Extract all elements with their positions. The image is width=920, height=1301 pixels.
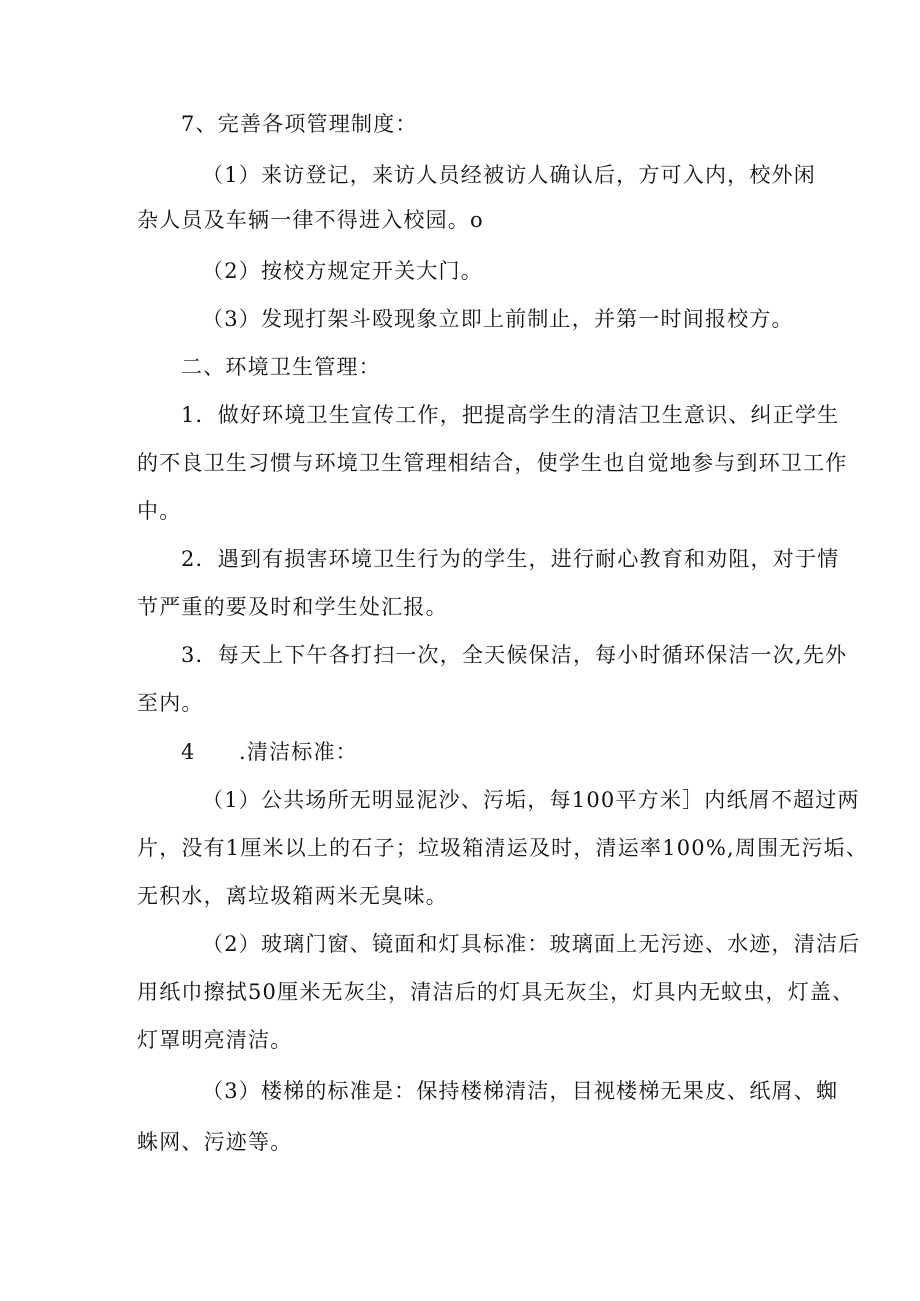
point-3-continuation: 至内。 bbox=[137, 691, 204, 715]
section-2-heading: 二、环境卫生管理： bbox=[181, 355, 381, 379]
item-2-gate-schedule: （2）按校方规定开关大门。 bbox=[202, 259, 483, 283]
point-1-continuation-end: 中。 bbox=[137, 499, 182, 523]
item-1-continuation: 杂人员及车辆一律不得进入校园。o bbox=[137, 208, 484, 232]
point-1-hygiene-publicity: 1．做好环境卫生宣传工作，把提高学生的清洁卫生意识、纠正学生 bbox=[181, 403, 840, 427]
point-4-title: .清洁标准： bbox=[239, 740, 358, 764]
standard-1-public-areas: （1）公共场所无明显泥沙、污垢，每100平方米］内纸屑不超过两 bbox=[202, 788, 860, 812]
standard-1-continuation-end: 无积水，离垃圾箱两米无臭味。 bbox=[137, 884, 448, 908]
standard-3-stairs: （3）楼梯的标准是：保持楼梯清洁，目视楼梯无果皮、纸屑、蜘 bbox=[202, 1079, 839, 1103]
point-1-continuation: 的不良卫生习惯与环境卫生管理相结合，使学生也自觉地参与到环卫工作 bbox=[137, 451, 848, 475]
standard-3-continuation: 蛛网、污迹等。 bbox=[137, 1130, 293, 1154]
point-3-cleaning-schedule: 3．每天上下午各打扫一次，全天候保洁，每小时循环保洁一次,先外 bbox=[181, 643, 848, 667]
point-4-heading bbox=[181, 738, 358, 766]
section-7-heading: 7、完善各项管理制度： bbox=[181, 112, 418, 136]
standard-2-glass-lamps: （2）玻璃门窗、镜面和灯具标准：玻璃面上无污迹、水迹，清洁后 bbox=[202, 932, 861, 956]
point-2-student-guidance: 2．遇到有损害环境卫生行为的学生，进行耐心教育和劝阻，对于情 bbox=[181, 547, 840, 571]
standard-1-continuation: 片，没有1厘米以上的石子；垃圾箱清运及时，清运率100%,周围无污垢、 bbox=[137, 836, 869, 860]
standard-2-continuation-end: 灯罩明亮清洁。 bbox=[137, 1028, 293, 1052]
item-1-visitor-registration: （1）来访登记，来访人员经被访人确认后，方可入内，校外闲 bbox=[202, 163, 816, 187]
point-4-number: 4 bbox=[181, 740, 196, 764]
standard-2-continuation: 用纸巾擦拭50厘米无灰尘，清洁后的灯具无灰尘，灯具内无蚊虫，灯盖、 bbox=[137, 980, 855, 1004]
point-2-continuation: 节严重的要及时和学生处汇报。 bbox=[137, 595, 448, 619]
item-3-fight-response: （3）发现打架斗殴现象立即上前制止，并第一时间报校方。 bbox=[202, 307, 794, 331]
